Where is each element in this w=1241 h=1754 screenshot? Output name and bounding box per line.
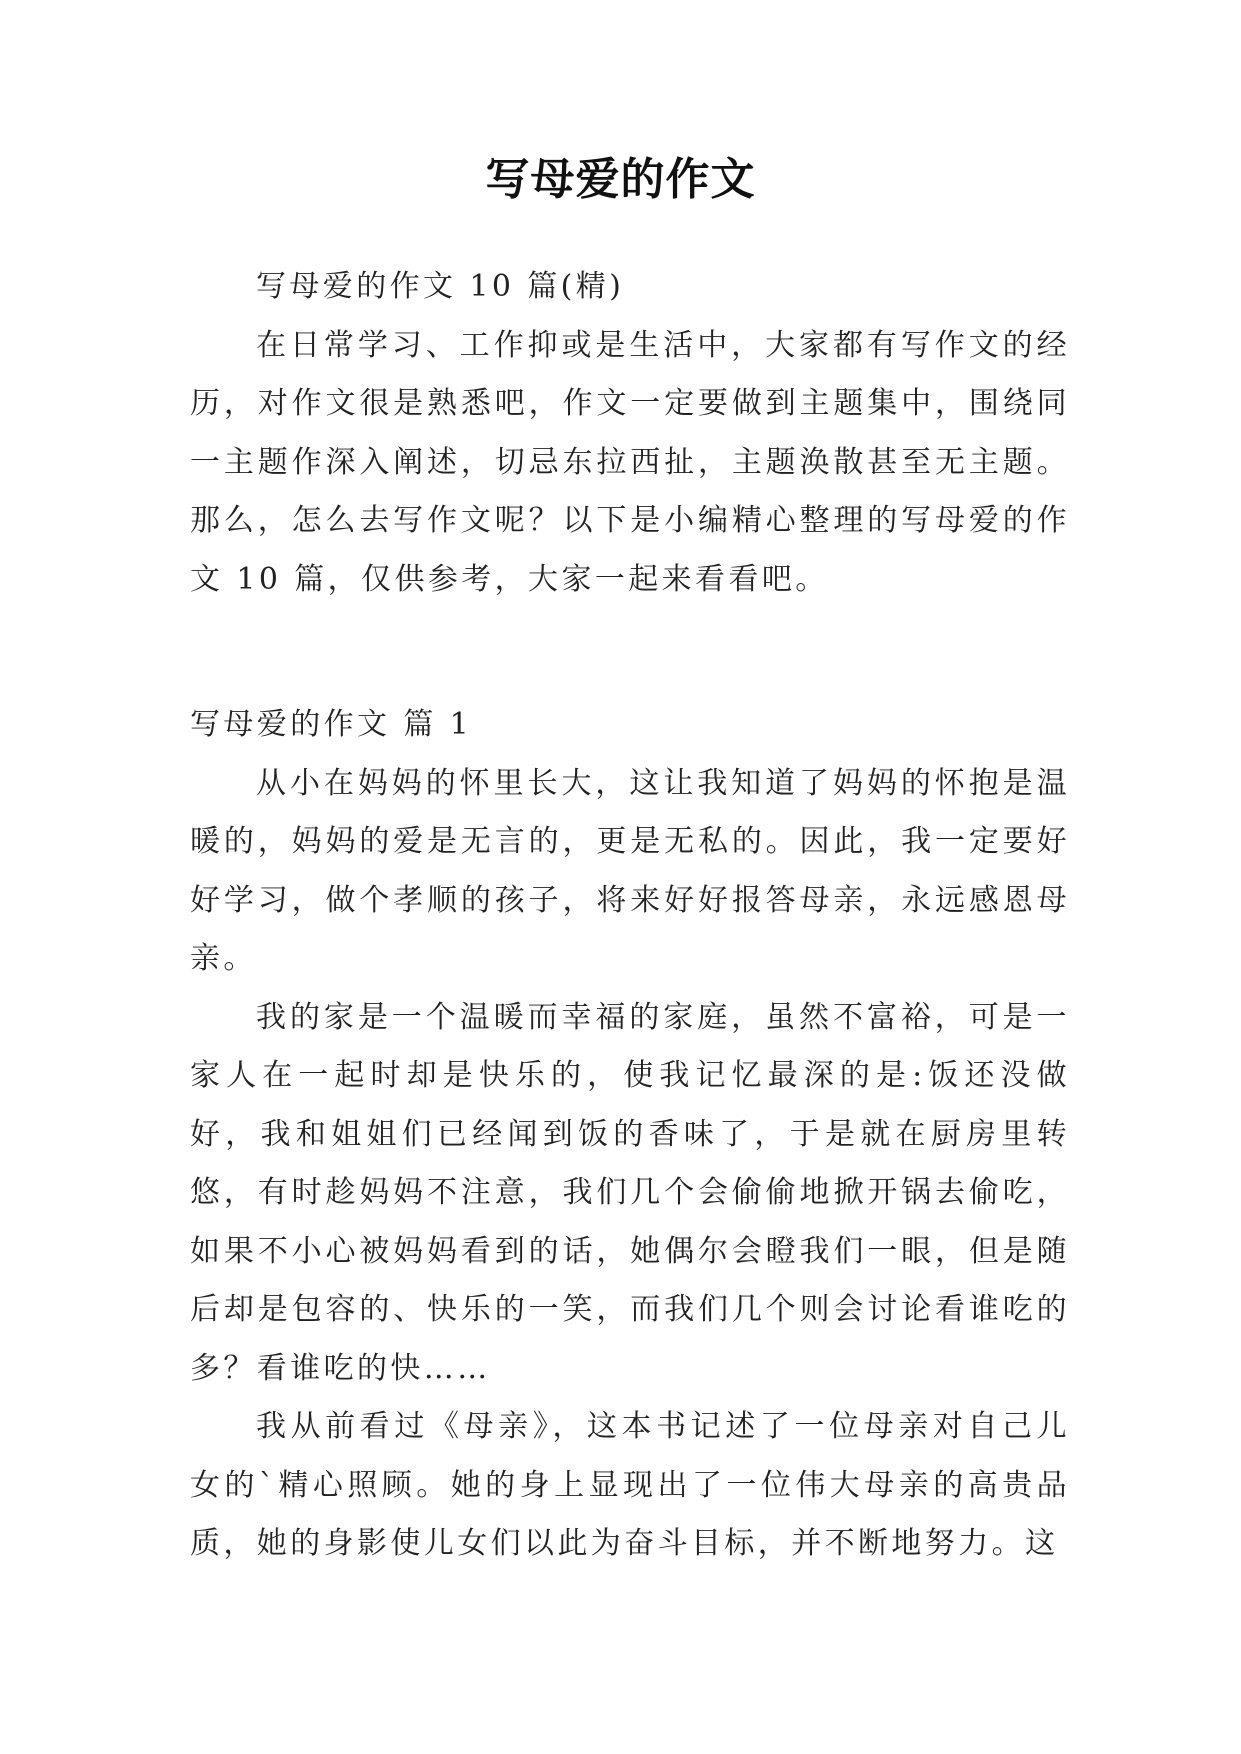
section-paragraph: 从小在妈妈的怀里长大，这让我知道了妈妈的怀抱是温暖的，妈妈的爱是无言的，更是无私的。因此，我一定要好好学习，做个孝顺的孩子，将来好好报答母亲，永远感恩母亲。 bbox=[190, 765, 1070, 976]
section-heading: 写母爱的作文 篇 1 bbox=[190, 707, 473, 742]
section-paragraph: 我的家是一个温暖而幸福的家庭，虽然不富裕，可是一家人在一起时却是快乐的，使我记忆最深的是:饭还没做好，我和姐姐们已经闻到饭的香味了，于是就在厨房里转悠，有时趁妈妈不注意，我们几个会偷偷地掀开锅去偷吃，如果不小心被妈妈看到的话，她偶尔会瞪我们一眼，但是随后却是包容的、快乐的一笑，而我们几个则会讨论看谁吃的多？看谁吃的快…… bbox=[190, 999, 1070, 1386]
section-1 bbox=[190, 696, 1070, 1574]
document-title: 写母爱的作文 bbox=[485, 154, 756, 205]
section-paragraph: 我从前看过《母亲》，这本书记述了一位母亲对自己儿女的`精心照顾。她的身上显现出了一位伟大母亲的高贵品质，她的身影使儿女们以此为奋斗目标，并不断地努力。这 bbox=[190, 1409, 1070, 1561]
document-subtitle: 写母爱的作文 10 篇(精) bbox=[256, 269, 625, 304]
intro-paragraph: 在日常学习、工作抑或是生活中，大家都有写作文的经历，对作文很是熟悉吧，作文一定要做到主题集中，围绕同一主题作深入阐述，切忌东拉西扯，主题涣散甚至无主题。那么，怎么去写作文呢？以下是小编精心整理的写母爱的作文 10 篇，仅供参考，大家一起来看看吧。 bbox=[190, 327, 1070, 597]
intro-block bbox=[190, 258, 1070, 609]
